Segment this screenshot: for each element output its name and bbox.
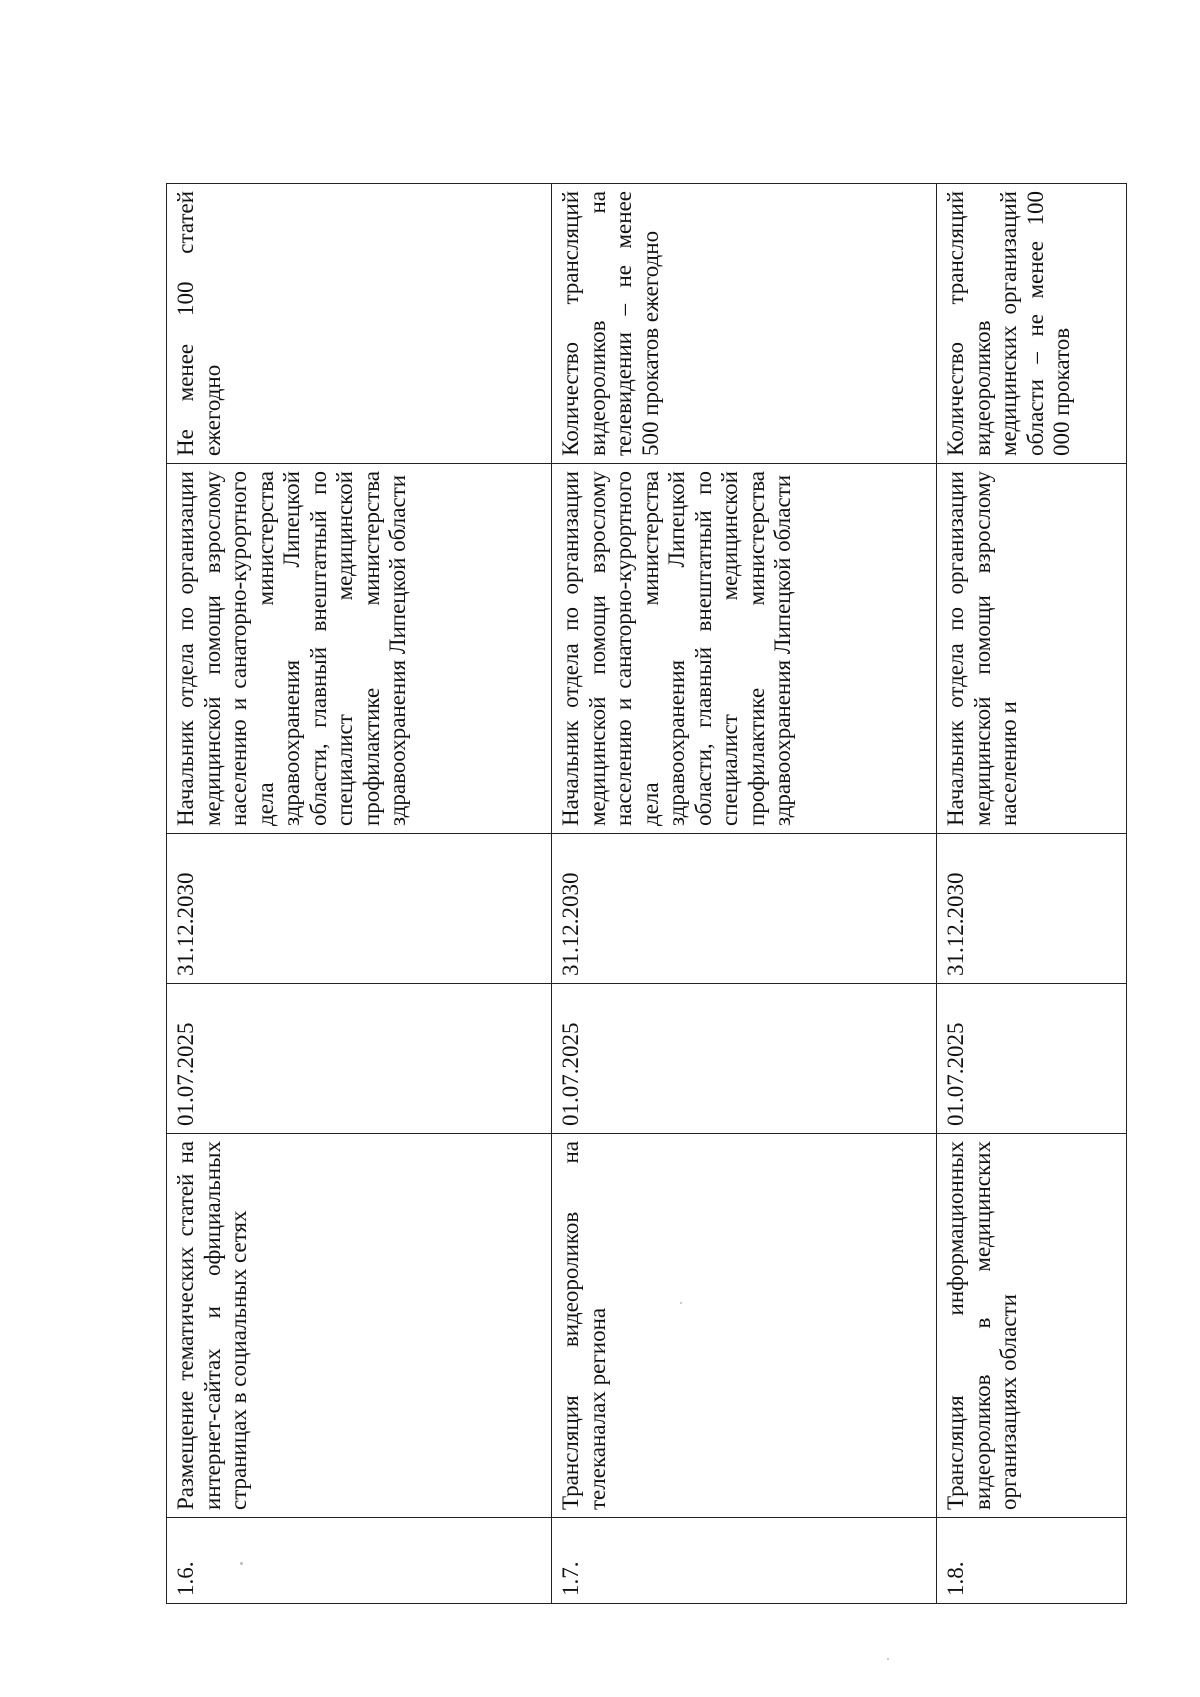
table-row — [937, 184, 1127, 1604]
end-date-cell: 31.12.2030 — [937, 834, 1127, 984]
scan-speck — [680, 1302, 682, 1304]
activity-cell: Трансляция видеороликов на телеканалах региона — [552, 1134, 937, 1518]
activity-cell: Размещение тематических статей на интернет-сайтах и официальных страницах в социальных сетях — [167, 1134, 552, 1518]
table-row — [167, 184, 552, 1604]
indicator-cell: Не менее 100 статей ежегодно — [167, 184, 552, 464]
responsible-cell: Начальник отдела по организации медицинской помощи взрослому населению и санаторно-курортного дела министерства здравоохранения Липецкой области, главный внештатный по специалист медицинской профилактике министерства здравоохранения Липецкой области — [167, 464, 552, 834]
row-number: 1.6. — [167, 1518, 552, 1604]
activity-cell: Трансляция информационных видеороликов в медицинских организациях области — [937, 1134, 1127, 1518]
start-date-cell: 01.07.2025 — [937, 984, 1127, 1134]
start-date-cell: 01.07.2025 — [167, 984, 552, 1134]
end-date-cell: 31.12.2030 — [552, 834, 937, 984]
row-number: 1.7. — [552, 1518, 937, 1604]
indicator-cell: Количество трансляций видеороликов на телевидении – не менее 500 прокатов ежегодно — [552, 184, 937, 464]
row-number: 1.8. — [937, 1518, 1127, 1604]
start-date-cell: 01.07.2025 — [552, 984, 937, 1134]
table-row — [552, 184, 937, 1604]
rotated-document-page — [166, 184, 1126, 1604]
scan-speck — [887, 1658, 889, 1660]
action-plan-table — [166, 183, 1127, 1604]
end-date-cell: 31.12.2030 — [167, 834, 552, 984]
responsible-cell: Начальник отдела по организации медицинской помощи взрослому населению и санаторно-курортного дела министерства здравоохранения Липецкой области, главный внештатный по специалист медицинской профилактике министерства здравоохранения Липецкой области — [552, 464, 937, 834]
scan-speck — [240, 1562, 243, 1565]
responsible-cell: Начальник отдела по организации медицинской помощи взрослому населению и — [937, 464, 1127, 834]
indicator-cell: Количество трансляций видеороликов медицинских организаций области – не менее 100 000 прокатов — [937, 184, 1127, 464]
